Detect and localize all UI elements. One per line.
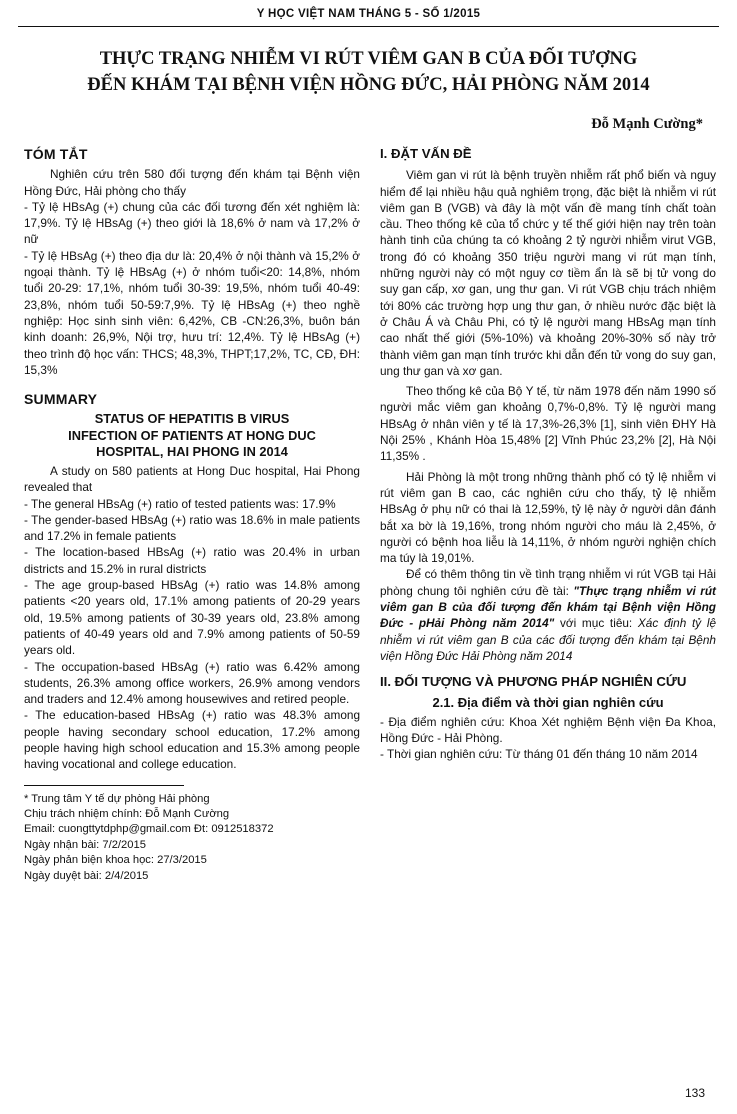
footnote-affiliation: * Trung tâm Y tế dự phòng Hải phòng [24,792,210,805]
article-title-line1: THỰC TRẠNG NHIỄM VI RÚT VIÊM GAN B CỦA ĐỐI TƯỢNG [99,49,638,69]
summary-title [24,411,360,461]
section2-heading: II. ĐỐI TƯỢNG VÀ PHƯƠNG PHÁP NGHIÊN CỨU [380,674,687,690]
summary-intro: A study on 580 patients at Hong Duc hospital, Hai Phong revealed that [24,463,360,495]
abstract-vn-item: - Tỷ lệ HBsAg (+) theo địa dư là: 20,4% ở nội thành và 15,2% ở ngoại thành. Tỷ lệ HBsAg (+) ở nhóm tuổi<20: 14,8%, nhóm tuổi 20-29: 17,1%, nhóm tuổi 30-39: 19,5%, nhóm tuổi 40-49: 23,8%, nhóm tuổi 50-59:7,9%. Tỷ lệ HBsAg (+) theo nghề nghiệp: Học sinh sinh viên: 6,42%, CB -CN:26,3%, buôn bán kinh doanh: 26,9%, Nội trợ, hưu trí: 12,4%. Tỷ lệ HBsAg (+) theo trình độ học vấn: THCS; 48,3%, THPT;17,2%, TC, CĐ, ĐH: 15,3% [24,248,360,377]
header-rule [18,26,719,27]
footnote [24,792,360,884]
abstract-vn-heading: TÓM TẮT [24,146,88,162]
section1-paragraph: Viêm gan vi rút là bệnh truyền nhiễm rất phổ biến và nguy hiểm để lại nhiều hậu quả nghiêm trọng, đặc biệt là nhiễm vi rút viêm gan B (VGB) và đây là một vấn đề mang tính chất toàn cầu. Theo thống kê của tổ chức y tế thế giới hiện nay trên toàn hành tinh của chúng ta có khoảng 2 tỷ người nhiễm virut VGB, trong đó có khoảng 350 triệu người mang vi rút mạn tính, những người này có một nguy cơ tiềm ẩn là sẽ bị tử vong do suy gan cấp, xơ gan, ung thư gan. Vi rút VGB chịu trách nhiệm tới 80% các trường hợp ung thư gan, ở nhiều nước đặc biệt là ở Châu Á và Châu Phi, có tỷ lệ người mang HBsAg mạn tính cao nhất thế giới (5%-10%) và khoảng 20%-30% số này trở thành viêm gan mạn tính trước khi dẫn đến tử vong do suy gan, ung thư gan và xơ gan. [380,168,716,378]
footnote-responsible: Chịu trách nhiệm chính: Đỗ Mạnh Cường [24,808,230,820]
section2-subheading: 2.1. Địa điểm và thời gian nghiên cứu [432,694,664,710]
summary-title-line2: INFECTION OF PATIENTS AT HONG DUC [68,427,316,443]
left-column [24,146,360,884]
objective-mid: với mục tiêu: [554,616,638,631]
section2-item: - Thời gian nghiên cứu: Từ tháng 01 đến tháng 10 năm 2014 [380,747,698,762]
article-title [20,46,717,98]
summary-item: - The location-based HBsAg (+) ratio was 20.4% in urban districts and 15.2% in rural districts [24,545,360,576]
running-header: Y HỌC VIỆT NAM THÁNG 5 - SỐ 1/2015 [256,8,481,20]
section1-objective-paragraph [380,566,716,664]
summary-item: - The age group-based HBsAg (+) ratio was 14.8% among patients <20 years old, 17.1% among patients of 20-29 years old, 19.5% among patients of 30-39 years old, 23.8% among patients of 40-49 years old and 7.9% among patients of 50-59 years old. [24,578,360,658]
summary-item: - The occupation-based HBsAg (+) ratio was 6.42% among students, 26.3% among office workers, 26.9% among vendors and traders and 12.4% among housewives and retired people. [24,659,360,707]
abstract-vn-intro: Nghiên cứu trên 580 đối tượng đến khám tại Bệnh viện Hồng Đức, Hải phòng cho thấy [24,167,360,198]
objective-lead: Để có thêm thông tin về tình trạng nhiễm vi rút VGB tại Hải phòng chung tôi nghiên cứu đề tài: [380,567,716,598]
page-number: 133 [684,1086,705,1100]
summary-title-line1: STATUS OF HEPATITIS B VIRUS [94,411,290,427]
right-column [380,146,716,763]
summary-item: - The gender-based HBsAg (+) ratio was 18.6% in male patients and 17.2% in female patients [24,512,360,544]
summary-item: - The education-based HBsAg (+) ratio was 48.3% among people having secondary school education, 17.2% among people having high school education and 15.3% among people having vocational and college education. [24,708,360,772]
article-title-line2: ĐẾN KHÁM TẠI BỆNH VIỆN HỒNG ĐỨC, HẢI PHÒNG NĂM 2014 [87,75,650,95]
footnote-approved: Ngày duyệt bài: 2/4/2015 [24,869,149,882]
study-title: "Thực trạng nhiễm vi rút viêm gan B của đối tượng đến khám tại Bệnh viện Hồng Đức - pHải Phòng năm 2014" [380,583,716,631]
section1-heading: I. ĐẶT VẤN ĐỀ [380,146,472,161]
footnote-contact: Email: cuongttytdphp@gmail.com Đt: 0912518372 [24,823,274,836]
summary-title-line3: HOSPITAL, HAI PHONG IN 2014 [96,444,288,460]
author: Đỗ Mạnh Cường* [591,116,703,132]
footnote-received: Ngày nhận bài: 7/2/2015 [24,838,146,851]
study-objective: Xác định tỷ lệ nhiễm vi rút viêm gan B của các đối tượng đến khám tại Bệnh viện Hồng Đức Hải Phòng năm 2014 [380,616,717,663]
summary-item: - The general HBsAg (+) ratio of tested patients was: 17.9% [24,496,336,511]
abstract-vn-item: - Tỷ lệ HBsAg (+) chung của các đối tương đến xét nghiệm là: 17,9%. Tỷ lệ HBsAg (+) theo giới là 18,6% ở nam và 17,2% ở nữ [24,199,360,247]
section1-paragraph: Theo thống kê của Bộ Y tế, từ năm 1978 đến năm 1990 số người mắc viêm gan khoảng 0,7%-0,8%. Tỷ lệ người mang HBsAg ở nhân viên y tế là 17,3%-26,3% [1], sinh viên ĐHY Hà Nội 25% , Khánh Hòa 15,48% [2] Vĩnh Phúc 23,2% [2], Hà Nội 11,35% . [380,384,716,464]
summary-heading: SUMMARY [24,391,98,408]
section1-paragraph: Hải Phòng là một trong những thành phố có tỷ lệ nhiễm vi rút viêm gan B cao, các nghiên cứu cho thấy, tỷ lệ nhiễm HBsAg ở phụ nữ có thai là 12,59%, tỷ lệ này ở người dân đánh bắt xa bờ là 19,16%, trong nhóm người cho máu là 2,45%, ở người có bệnh hoa liễu là 14,11%, ở nhóm người nghiện chích ma túy là 19,01%. [380,469,716,566]
footnote-rule [24,785,184,786]
section2-item: - Địa điểm nghiên cứu: Khoa Xét nghiệm Bệnh viện Đa Khoa, Hồng Đức - Hải Phòng. [380,714,716,746]
footnote-reviewed: Ngày phản biện khoa học: 27/3/2015 [24,854,207,867]
